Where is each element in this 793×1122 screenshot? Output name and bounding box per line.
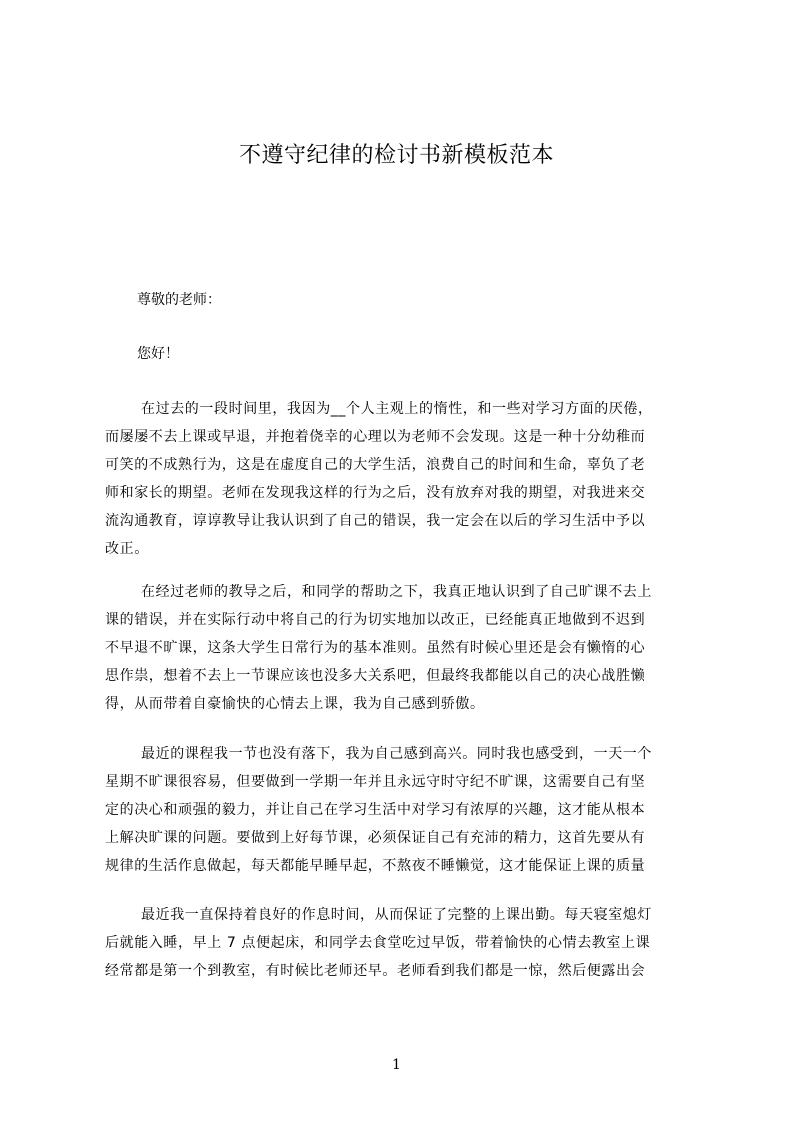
paragraph-line: 流沟通教育，谆谆教导让我认识到了自己的错误，我一定会在以后的学习生活中予以 — [105, 513, 646, 529]
paragraph-line: 后就能入睡，早上 7 点便起床，和同学去食堂吃过早饭，带着愉快的心情去教室上课 — [105, 935, 651, 951]
paragraph-line: 规律的生活作息做起，每天都能早睡早起，不熬夜不睡懒觉，这才能保证上课的质量 — [105, 858, 646, 874]
document-title: 不遵守纪律的检讨书新模板范本 — [238, 143, 554, 168]
paragraph-line: 在过去的一段时间里，我因为__个人主观上的惰性，和一些对学习方面的厌倦， — [141, 401, 653, 417]
page-number: 1 — [392, 1057, 401, 1073]
paragraph-1 — [105, 395, 701, 563]
paragraph-line: 而屡屡不去上课或早退，并抱着侥幸的心理以为老师不会发现。这是一种十分幼稚而 — [105, 429, 646, 445]
paragraph-line: 改正。 — [105, 541, 149, 557]
paragraph-line: 得，从而带着自豪愉快的心情去上课，我为自己感到骄傲。 — [105, 696, 485, 712]
paragraph-line: 思作祟，想着不去上一节课应该也没多大关系吧，但最终我都能以自己的决心战胜懒 — [105, 668, 646, 684]
paragraph-line: 经常都是第一个到教室，有时候比老师还早。老师看到我们都是一惊，然后便露出会 — [105, 963, 646, 979]
paragraph-line: 可笑的不成熟行为，这是在虚度自己的大学生活，浪费自己的时间和生命，辜负了老 — [105, 457, 646, 473]
paragraph-4 — [105, 901, 701, 985]
paragraph-line: 课的错误，并在实际行动中将自己的行为切实地加以改正，已经能真正地做到不迟到 — [105, 612, 646, 628]
paragraph-2 — [105, 578, 701, 718]
paragraph-line: 最近我一直保持着良好的作息时间，从而保证了完整的上课出勤。每天寝室熄灯 — [141, 907, 652, 923]
paragraph-line: 星期不旷课很容易，但要做到一学期一年并且永远守时守纪不旷课，这需要自己有坚 — [105, 774, 646, 790]
paragraph-line: 最近的课程我一节也没有落下，我为自己感到高兴。同时我也感受到，一天一个 — [141, 746, 652, 762]
paragraph-line: 不早退不旷课，这条大学生日常行为的基本准则。虽然有时候心里还是会有懒惰的心 — [105, 640, 646, 656]
paragraph-line: 师和家长的期望。老师在发现我这样的行为之后，没有放弃对我的期望，对我进来交 — [105, 485, 646, 501]
greeting: 您好！ — [137, 346, 179, 362]
paragraph-line: 在经过老师的教导之后，和同学的帮助之下，我真正地认识到了自己旷课不去上 — [141, 584, 652, 600]
salutation: 尊敬的老师： — [137, 292, 221, 308]
paragraph-line: 上解决旷课的问题。要做到上好每节课，必须保证自己有充沛的精力，这首先要从有 — [105, 830, 646, 846]
paragraph-line: 定的决心和顽强的毅力，并让自己在学习生活中对学习有浓厚的兴趣，这才能从根本 — [105, 802, 646, 818]
paragraph-3 — [105, 740, 701, 880]
